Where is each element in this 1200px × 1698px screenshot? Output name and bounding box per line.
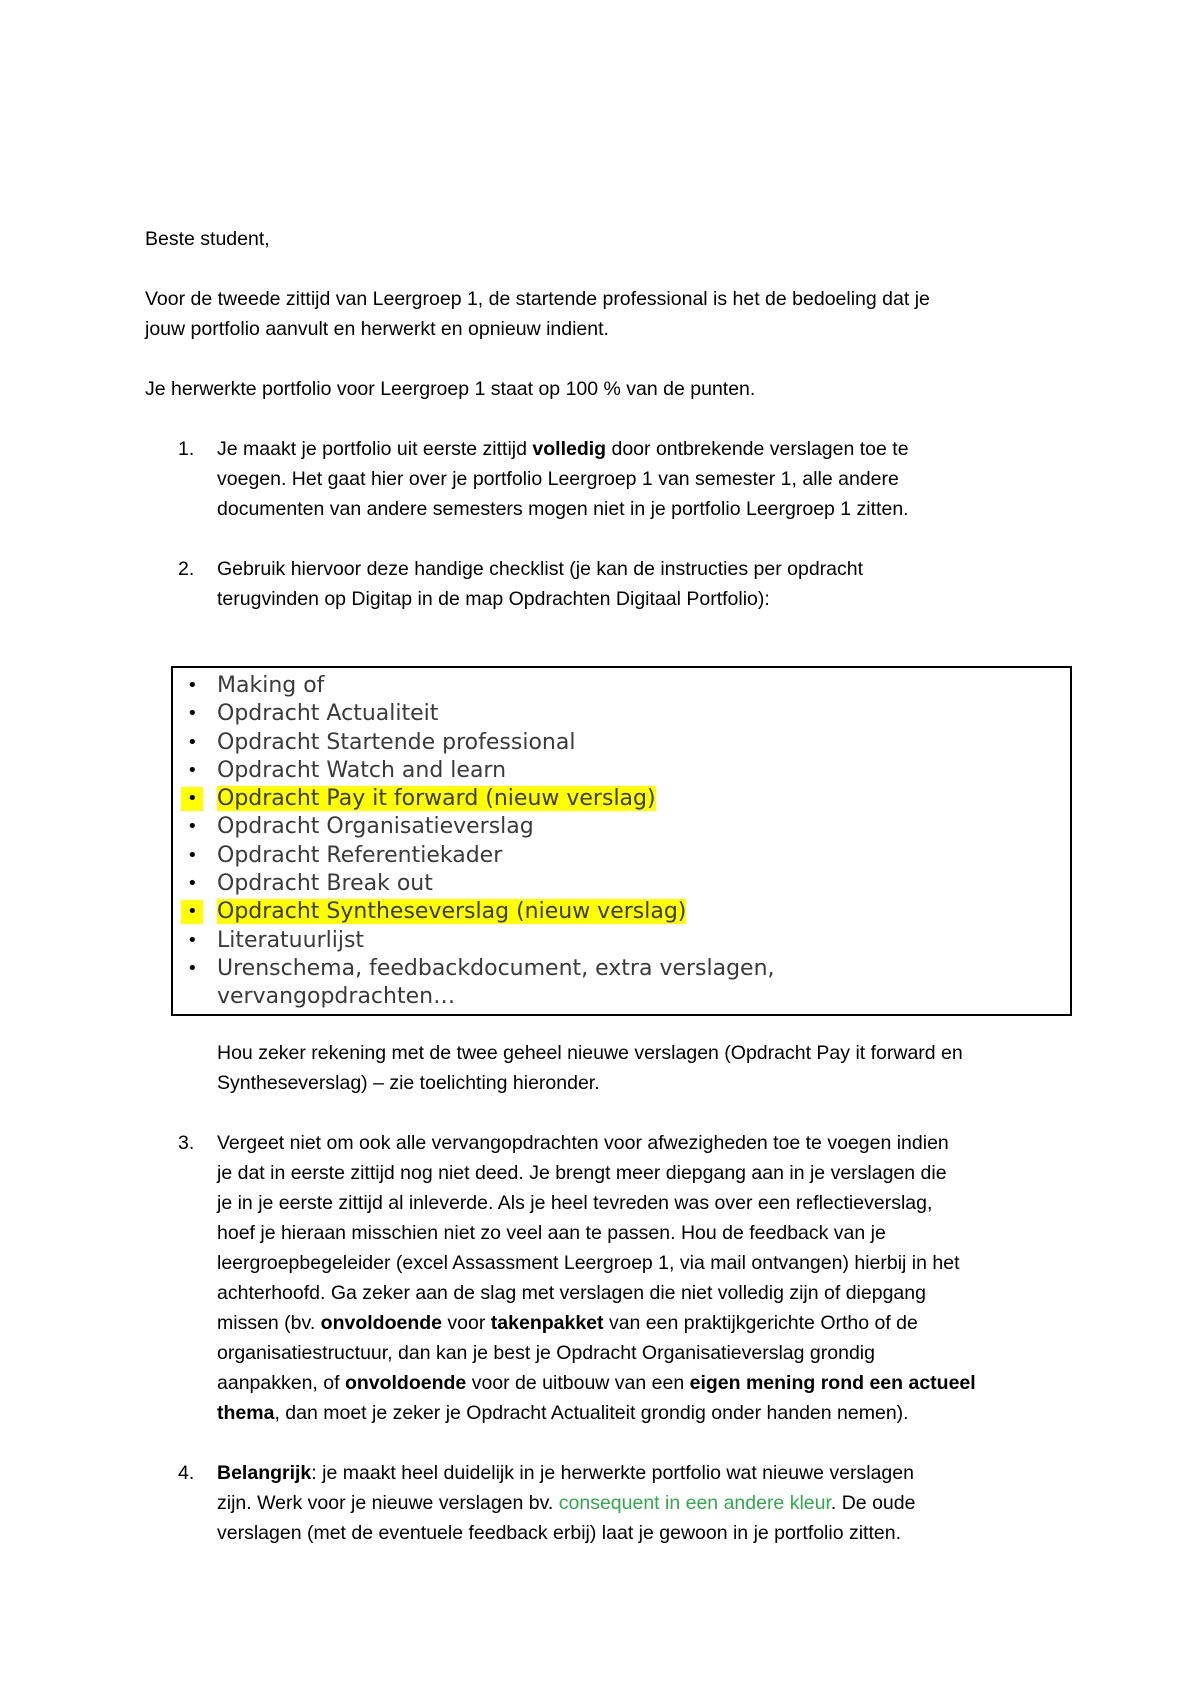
list-item-4: 4. Belangrijk: je maakt heel duidelijk in je herwerkte portfolio wat nieuwe verslagen zijn. Werk voor je nieuwe verslagen bv. consequent in een andere kleur. De oude verslagen (met de eventuele feedback erbij) laat je gewoon in je portfolio zitten. bbox=[145, 1458, 1065, 1548]
document-body bbox=[145, 224, 1065, 1548]
emphasis-belangrijk: Belangrijk bbox=[217, 1461, 312, 1484]
note-paragraph: Hou zeker rekening met de twee geheel nieuwe verslagen (Opdracht Pay it forward en Syntheseverslag) – zie toelichting hieronder. bbox=[217, 1041, 963, 1094]
checklist-item: • Opdracht Startende professional bbox=[181, 729, 1062, 757]
checklist-item-highlighted: • Opdracht Syntheseverslag (nieuw verslag) bbox=[181, 898, 1062, 926]
weight-paragraph: Je herwerkte portfolio voor Leergroep 1 staat op 100 % van de punten. bbox=[145, 378, 756, 400]
list-item-3: 3. Vergeet niet om ook alle vervangopdrachten voor afwezigheden toe te voegen indien je dat in eerste zittijd nog niet deed. Je brengt meer diepgang aan in je verslagen die je in je eerste zittijd al inleverde. Als je heel tevreden was over een reflectieverslag, hoef je hieraan misschien niet zo veel aan te passen. Hou de feedback van je leergroepbegeleider (excel Assassment Leergroep 1, via mail ontvangen) hierbij in het achterhoofd. Ga zeker aan de slag met verslagen die niet volledig zijn of diepgang missen (bv. onvoldoende voor takenpakket van een praktijkgerichte Ortho of de organisatiestructuur, dan kan je best je Opdracht Organisatieverslag grondig aanpakken, of onvoldoende voor de uitbouw van een eigen mening rond een actueel thema, dan moet je zeker je Opdracht Actualiteit grondig onder handen nemen). bbox=[145, 1128, 1065, 1428]
greeting: Beste student, bbox=[145, 228, 270, 250]
checklist bbox=[181, 672, 1062, 1012]
intro-line-1: Voor de tweede zittijd van Leergroep 1, de startende professional is het de bedoeling dat je bbox=[145, 288, 930, 310]
item-number: 2. bbox=[178, 558, 195, 580]
bullet-icon: • bbox=[187, 957, 198, 979]
list-item-1: 1. Je maakt je portfolio uit eerste zittijd volledig door ontbrekende verslagen toe te voegen. Het gaat hier over je portfolio Leergroep 1 van semester 1, alle andere documenten van andere semesters mogen niet in je portfolio Leergroep 1 zitten. bbox=[145, 434, 1065, 524]
numbered-list-3 bbox=[145, 1128, 1065, 1428]
item-number: 4. bbox=[178, 1461, 195, 1484]
bullet-icon: • bbox=[187, 759, 198, 781]
numbered-list-4 bbox=[145, 1458, 1065, 1548]
list-item-2: 2. Gebruik hiervoor deze handige checklist (je kan de instructies per opdracht terugvinden op Digitap in de map Opdrachten Digitaal Portfolio): bbox=[145, 554, 1065, 614]
bullet-icon: • bbox=[187, 844, 198, 866]
checklist-item: • Literatuurlijst bbox=[181, 927, 1062, 955]
bullet-icon: • bbox=[187, 873, 198, 895]
checklist-item: • Opdracht Watch and learn bbox=[181, 757, 1062, 785]
item-number: 1. bbox=[178, 438, 195, 460]
checklist-item: • Opdracht Actualiteit bbox=[181, 700, 1062, 728]
bullet-icon: • bbox=[187, 929, 198, 951]
green-emphasis: consequent in een andere kleur bbox=[558, 1491, 831, 1514]
intro-line-2: jouw portfolio aanvult en herwerkt en opnieuw indient. bbox=[145, 318, 609, 340]
item-number: 3. bbox=[178, 1131, 195, 1154]
bullet-icon: • bbox=[187, 703, 198, 725]
bullet-icon: • bbox=[187, 816, 198, 838]
bullet-icon: • bbox=[187, 788, 198, 810]
checklist-item-highlighted: • Opdracht Pay it forward (nieuw verslag) bbox=[181, 785, 1062, 813]
checklist-item: • Opdracht Organisatieverslag bbox=[181, 813, 1062, 841]
checklist-box bbox=[171, 666, 1072, 1016]
numbered-list-2 bbox=[145, 554, 1065, 614]
bullet-icon: • bbox=[187, 901, 198, 923]
numbered-list bbox=[145, 434, 1065, 524]
bullet-icon: • bbox=[187, 675, 198, 696]
intro-paragraph bbox=[145, 284, 1065, 344]
emphasis-volledig: volledig bbox=[532, 438, 607, 460]
checklist-item: • Opdracht Break out bbox=[181, 870, 1062, 898]
bullet-icon: • bbox=[187, 731, 198, 753]
checklist-item: • Opdracht Referentiekader bbox=[181, 842, 1062, 870]
checklist-item: • Making of bbox=[181, 672, 1062, 700]
checklist-item: • Urenschema, feedbackdocument, extra verslagen, vervangopdrachten… bbox=[187, 955, 775, 1010]
